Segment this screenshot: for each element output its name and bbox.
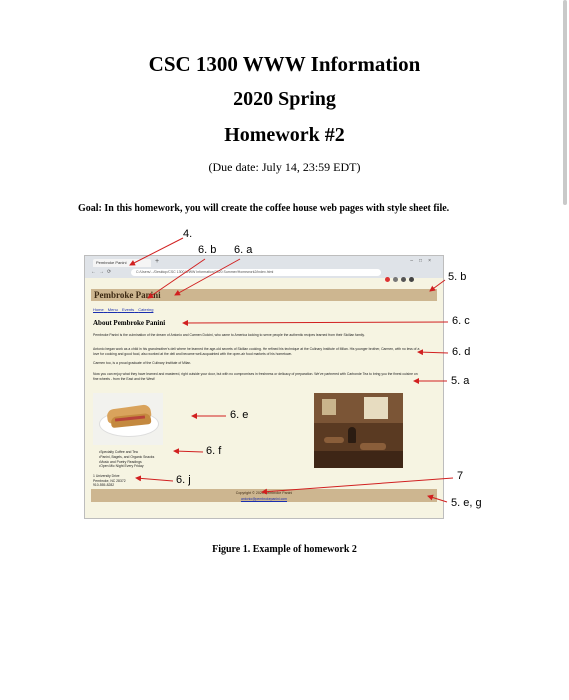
address-line: Pembroke, NC 28372 [93,478,126,483]
annotation-5b: 5. b [448,271,467,283]
site-brand: Pembroke Panini [94,290,161,300]
browser-tab[interactable]: Pembroke Panini [93,259,151,267]
list-item: • Specialty Coffee and Tea [99,450,154,455]
annotation-6e: 6. e [230,409,249,421]
annotation-4: 4. [183,228,193,240]
arrow-7 [262,478,453,492]
arrow-6f [174,451,203,452]
list-item: • Open Mic Night Every Friday [99,464,154,469]
nav-link-events[interactable]: Events [121,307,135,312]
new-tab-icon[interactable]: + [155,258,160,265]
address-bar[interactable]: C:/Users/.../Desktop/CSC 1300 WWW Information/2020 Summer/Homework2/index.html [131,269,381,276]
list-item: • Panini, Bagels, and Organic Snacks [99,455,154,460]
arrow-5eg [428,496,447,502]
address-line: 910-555-8282 [93,483,115,488]
nav-buttons-icon[interactable]: ←→⟳ [91,269,115,275]
paragraph-enjoy: Now you can enjoy what they have learned and mastered, right outside your door, but with no compromises in freshness or delicacy of preparation. We've partnered with Carbonde Tea to bring you the finest cuisine on fine wheels - from the East and the West! [93,372,418,381]
annotation-6b: 6. b [198,244,217,256]
annotation-5eg: 5. e, g [451,497,482,509]
semester: 2020 Spring [233,88,336,110]
annotation-6f: 6. f [206,445,222,457]
copyright-text: Copyright © 2020 Pembroke Panini [235,491,293,495]
goal-statement: Goal: In this homework, you will create the coffee house web pages with style sheet file. [78,203,450,214]
annotation-6j: 6. j [176,474,191,486]
arrow-6b [148,259,205,298]
figure-caption: Figure 1. Example of homework 2 [212,544,357,555]
due-date: (Due date: July 14, 23:59 EDT) [208,160,361,174]
arrow-6c [183,322,448,323]
email-link[interactable]: antonio@pembrokepanini.com [240,497,288,501]
arrow-6a [175,259,240,295]
paragraph-intro: Pembroke Panini is the culmination of the dream of Antonio and Carmen Dolcini, who came to America looking to serve people the authentic recipes learned from their Sicilian family. [93,333,365,337]
paragraph-antonio: Antonio began work as a child in his grandmother's deli where he learned the age-old secrets of Sicilian cooking. He refined his technique at the Culinary Institute of Milan. His younger brother, Carmen, with no less of a love for cooking and good food, also worked at the deli and became well-acquainted with the open-air food markets of his hometown. [93,347,420,356]
list-item: • Music and Poetry Readings [99,460,154,465]
nav-link-menu[interactable]: Menu [107,307,118,312]
annotation-6a: 6. a [234,244,253,256]
arrow-6d [418,352,448,353]
paragraph-carmen: Carmen too, is a proud graduate of the Culinary Institute of Milan. [93,361,192,365]
window-controls-icon[interactable]: –□× [410,258,437,264]
annotation-6d: 6. d [452,346,471,358]
annotation-6c: 6. c [452,315,470,327]
arrow-6j [136,478,173,481]
annotation-7: 7 [457,470,464,482]
address-line: 1 University Drive [93,474,120,478]
arrow-5b [430,280,445,291]
about-heading: About Pembroke Panini [93,319,166,327]
nav-link-home[interactable]: Home [93,307,104,312]
homework-title: Homework #2 [224,124,345,146]
annotation-5a: 5. a [451,375,470,387]
nav-link-catering[interactable]: Catering [138,307,154,312]
arrow-4 [130,238,183,265]
course-title: CSC 1300 WWW Information [148,52,421,76]
